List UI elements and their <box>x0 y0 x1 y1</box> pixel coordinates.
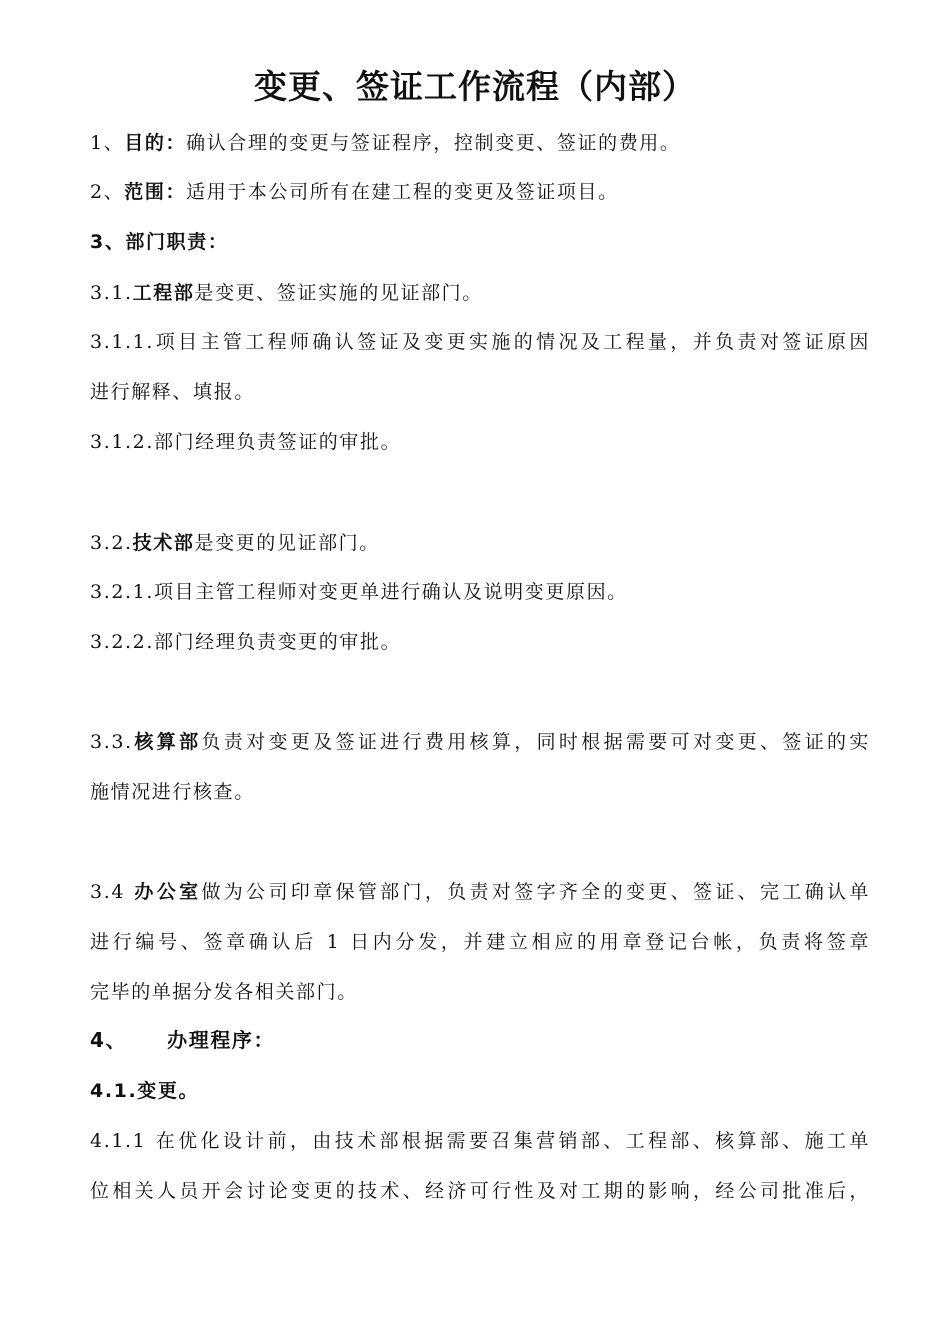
department-name: 工程部 <box>132 282 195 304</box>
section-3-1-1-line-1: 3.1.1.项目主管工程师确认签证及变更实施的情况及工程量，并负责对签证原因 <box>90 331 870 353</box>
department-name: 技术部 <box>132 532 195 554</box>
section-label: 办理程序： <box>167 1028 276 1052</box>
section-label: 范围： <box>124 181 187 203</box>
section-3-4-line-2: 进行编号、签章确认后 1 日内分发，并建立相应的用章登记台帐，负责将签章 <box>90 931 870 953</box>
section-3-2-2: 3.2.2.部门经理负责变更的审批。 <box>90 631 402 653</box>
section-text: 适用于本公司所有在建工程的变更及签证项目。 <box>186 181 619 203</box>
section-number: 3.2. <box>90 532 133 554</box>
section-number: 1、 <box>90 132 125 154</box>
section-3-3-line-1 <box>90 727 870 757</box>
section-4-1-1-line-1: 4.1.1 在优化设计前，由技术部根据需要召集营销部、工程部、核算部、施工单 <box>90 1130 870 1152</box>
section-number: 4、 <box>90 1028 128 1052</box>
section-text: 做为公司印章保管部门，负责对签字齐全的变更、签证、完工确认单 <box>201 881 870 903</box>
section-3-4-line-3: 完毕的单据分发各相关部门。 <box>90 981 358 1003</box>
department-name: 核算部 <box>132 731 202 753</box>
section-number: 3.4 <box>90 881 135 903</box>
section-4-1-1-line-2: 位相关人员开会讨论变更的技术、经济可行性及对工期的影响，经公司批准后， <box>90 1180 870 1202</box>
section-text: 是变更、签证实施的见证部门。 <box>194 282 483 304</box>
section-3-2 <box>90 528 870 558</box>
section-3-2-1: 3.2.1.项目主管工程师对变更单进行确认及说明变更原因。 <box>90 581 628 603</box>
section-number: 3.1. <box>90 282 133 304</box>
section-text: 是变更的见证部门。 <box>194 532 380 554</box>
section-text: 确认合理的变更与签证程序，控制变更、签证的费用。 <box>186 132 681 154</box>
section-3-4-line-1 <box>90 877 870 907</box>
section-number: 2、 <box>90 181 125 203</box>
section-3-1-2: 3.1.2.部门经理负责签证的审批。 <box>90 431 402 453</box>
document-title: 变更、签证工作流程（内部） <box>254 67 696 106</box>
section-text: 负责对变更及签证进行费用核算，同时根据需要可对变更、签证的实 <box>201 731 870 753</box>
section-3-heading: 3、部门职责： <box>90 231 229 253</box>
section-3-1 <box>90 278 870 308</box>
section-1-purpose <box>90 128 870 158</box>
section-2-scope <box>90 177 870 207</box>
section-4-1-heading: 4.1.变更。 <box>90 1080 200 1102</box>
department-name: 办公室 <box>134 881 202 903</box>
section-3-1-1-line-2: 进行解释、填报。 <box>90 381 255 403</box>
section-number: 3.3. <box>90 731 133 753</box>
section-4-heading <box>90 1025 870 1055</box>
section-label: 目的： <box>124 132 187 154</box>
section-3-3-line-2: 施情况进行核查。 <box>90 781 255 803</box>
